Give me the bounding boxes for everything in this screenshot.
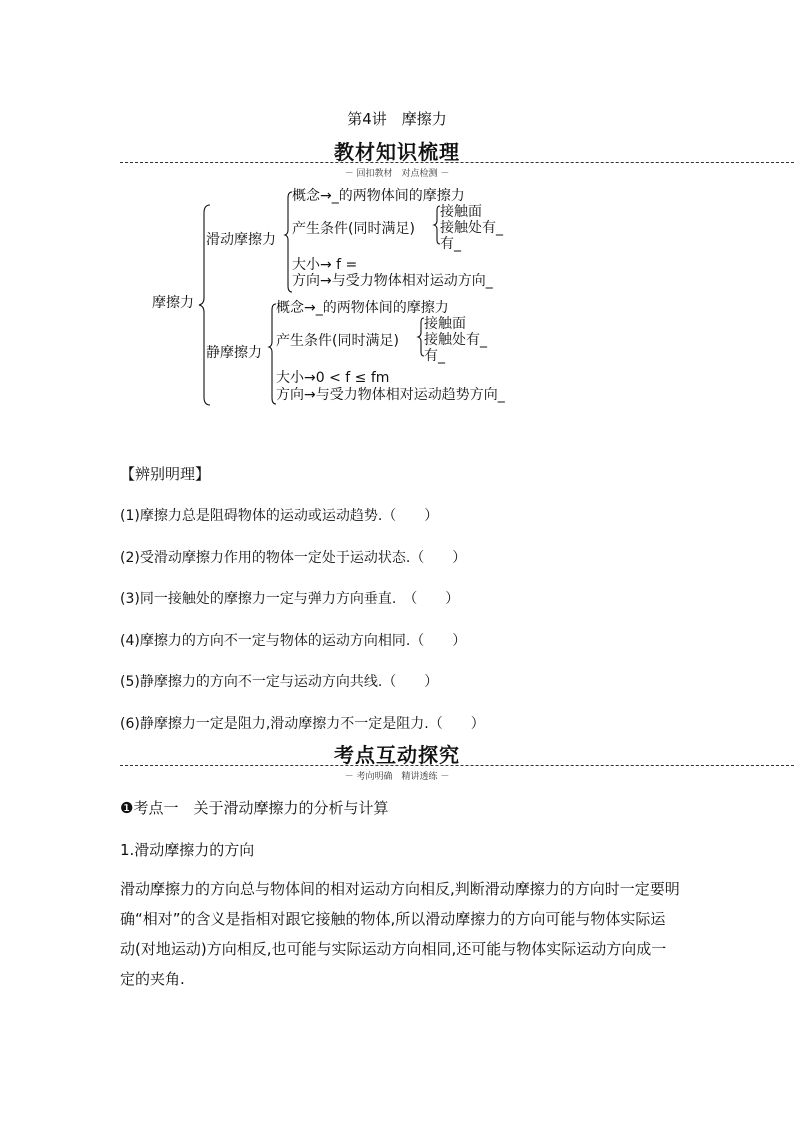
discern-item: (2)受滑动摩擦力作用的物体一定处于运动状态.（ ） bbox=[120, 550, 467, 566]
section-title-exploration: 考点互动探究 bbox=[334, 743, 460, 767]
static-concept: 概念→_的两物体间的摩擦力 bbox=[276, 300, 449, 316]
sliding-condition: 产生条件(同时满足) bbox=[292, 221, 415, 237]
topic-heading bbox=[120, 797, 388, 818]
discern-item: (3)同一接触处的摩擦力一定与弹力方向垂直. （ ） bbox=[120, 591, 460, 607]
sliding-cond-item: 接触面 bbox=[440, 204, 482, 220]
static-condition: 产生条件(同时满足) bbox=[276, 333, 399, 349]
discern-item: (1)摩擦力总是阻碍物体的运动或运动趋势.（ ） bbox=[120, 508, 439, 524]
topic-bullet-icon: ❶ bbox=[120, 799, 134, 817]
section-divider bbox=[120, 765, 794, 766]
tree-root: 摩擦力 bbox=[152, 295, 194, 311]
static-magnitude: 大小→0 < f ≤ fm bbox=[276, 370, 390, 386]
static-cond-item: 接触面 bbox=[424, 316, 466, 332]
sliding-magnitude: 大小→ f = bbox=[292, 257, 358, 273]
static-direction: 方向→与受力物体相对运动趋势方向_ bbox=[276, 387, 505, 403]
point-title: 1.滑动摩擦力的方向 bbox=[120, 841, 255, 859]
section-title-textbook: 教材知识梳理 bbox=[334, 140, 460, 164]
static-brace bbox=[269, 304, 276, 404]
sliding-concept: 概念→_的两物体间的摩擦力 bbox=[292, 188, 465, 204]
sliding-direction: 方向→与受力物体相对运动方向_ bbox=[292, 273, 493, 289]
discern-item: (5)静摩擦力的方向不一定与运动方向共线.（ ） bbox=[120, 674, 439, 690]
static-cond-item: 接触处有_ bbox=[424, 332, 487, 348]
section-subtitle: － 考向明确 精讲透练 － bbox=[344, 772, 450, 782]
discern-item: (4)摩擦力的方向不一定与物体的运动方向相同.（ ） bbox=[120, 633, 467, 649]
sliding-brace bbox=[285, 192, 292, 292]
static-label: 静摩擦力 bbox=[206, 345, 262, 361]
sliding-label: 滑动摩擦力 bbox=[206, 232, 276, 248]
sliding-cond-item: 接触处有_ bbox=[440, 220, 503, 236]
discern-item: (6)静摩擦力一定是阻力,滑动摩擦力不一定是阻力.（ ） bbox=[120, 716, 485, 732]
discern-title: 【辨别明理】 bbox=[120, 465, 211, 483]
body-paragraph: 滑动摩擦力的方向总与物体间的相对运动方向相反,判断滑动摩擦力的方向时一定要明确“相对”的含义是指相对跟它接触的物体,所以滑动摩擦力的方向可能与物体实际运动(对地运动)方向相反,也可能与实际运动方向相同,还可能与物体实际运动方向成一定的夹角. bbox=[120, 880, 680, 988]
static-cond-item: 有_ bbox=[424, 348, 445, 364]
topic-title: 考点一 关于滑动摩擦力的分析与计算 bbox=[133, 799, 389, 817]
lecture-title: 第4讲 摩擦力 bbox=[347, 110, 447, 128]
sliding-cond-item: 有_ bbox=[440, 236, 461, 252]
section-subtitle: － 回扣教材 对点检测 － bbox=[344, 169, 450, 179]
